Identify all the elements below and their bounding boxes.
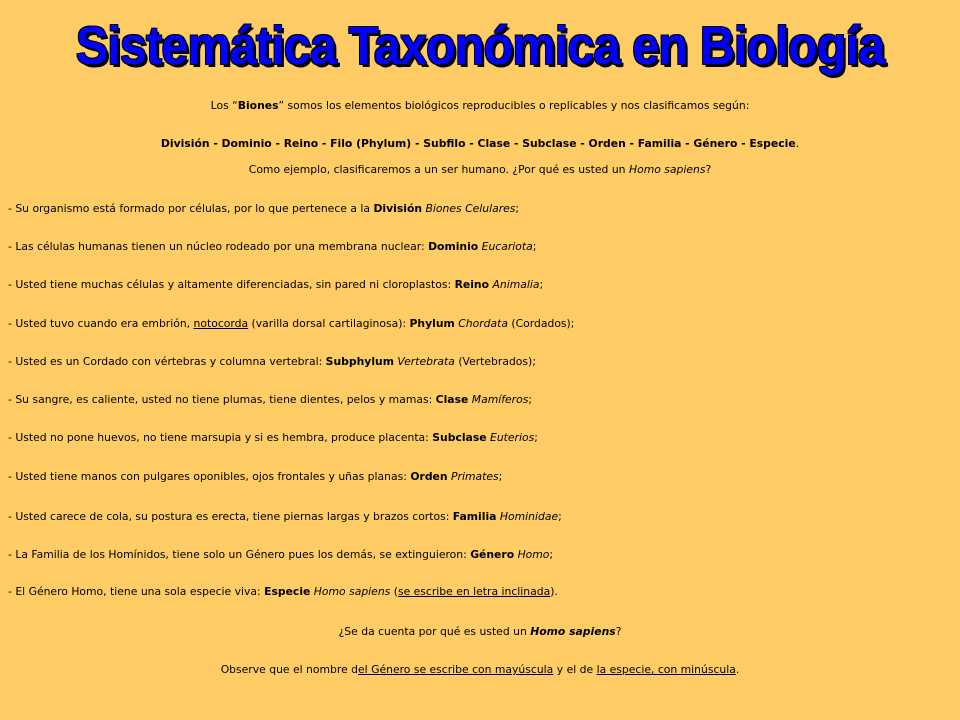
list-item: - Las células humanas tienen un núcleo rodeado por una membrana nuclear: Dominio Eucariota; [8, 240, 537, 253]
hierarchy-list: División - Dominio - Reino - Filo (Phylum) - Subfilo - Clase - Subclase - Orden - Familia - Género - Especie [160, 137, 796, 150]
intro-line: Los “Biones” somos los elementos biológicos reproducibles o replicables y nos clasificamos según: [210, 99, 750, 112]
list-item: - La Familia de los Homínidos, tiene solo un Género pues los demás, se extinguieron: Género Homo; [8, 548, 554, 561]
list-item: - Usted es un Cordado con vértebras y columna vertebral: Subphylum Vertebrata (Vertebrados); [8, 355, 536, 368]
question-line: ¿Se da cuenta por qué es usted un Homo sapiens? [338, 625, 622, 638]
list-item: - Usted tiene muchas células y altamente diferenciadas, sin pared ni cloroplastos: Reino Animalia; [8, 278, 544, 291]
note-line: Observe que el nombre del Género se escribe con mayúscula y el de la especie, con minúscula. [220, 663, 740, 676]
hierarchy-line: División - Dominio - Reino - Filo (Phylum) - Subfilo - Clase - Subclase - Orden - Familia - Género - Especie. [160, 137, 800, 150]
list-item: - Usted tuvo cuando era embrión, notocorda (varilla dorsal cartilaginosa): Phylum Chordata (Cordados); [8, 317, 575, 330]
list-item: - Su sangre, es caliente, usted no tiene plumas, tiene dientes, pelos y mamas: Clase Mamíferos; [8, 393, 532, 406]
notocorda-term: notocorda [193, 317, 249, 330]
list-item: - Su organismo está formado por células, por lo que pertenece a la División Biones Celulares; [8, 202, 520, 215]
list-item: - Usted carece de cola, su postura es erecta, tiene piernas largas y brazos cortos: Familia Hominidae; [8, 510, 562, 523]
list-item: - Usted no pone huevos, no tiene marsupia y si es hembra, produce placenta: Subclase Euterios; [8, 431, 538, 444]
biones-term: Biones [237, 99, 279, 112]
list-item: - El Género Homo, tiene una sola especie viva: Especie Homo sapiens (se escribe en letra inclinada). [8, 585, 558, 598]
example-line: Como ejemplo, clasificaremos a un ser humano. ¿Por qué es usted un Homo sapiens? [248, 163, 712, 176]
list-item: - Usted tiene manos con pulgares oponibles, ojos frontales y uñas planas: Orden Primates; [8, 470, 503, 483]
slide-title: Sistemática Taxonómica en Biología [75, 16, 885, 76]
